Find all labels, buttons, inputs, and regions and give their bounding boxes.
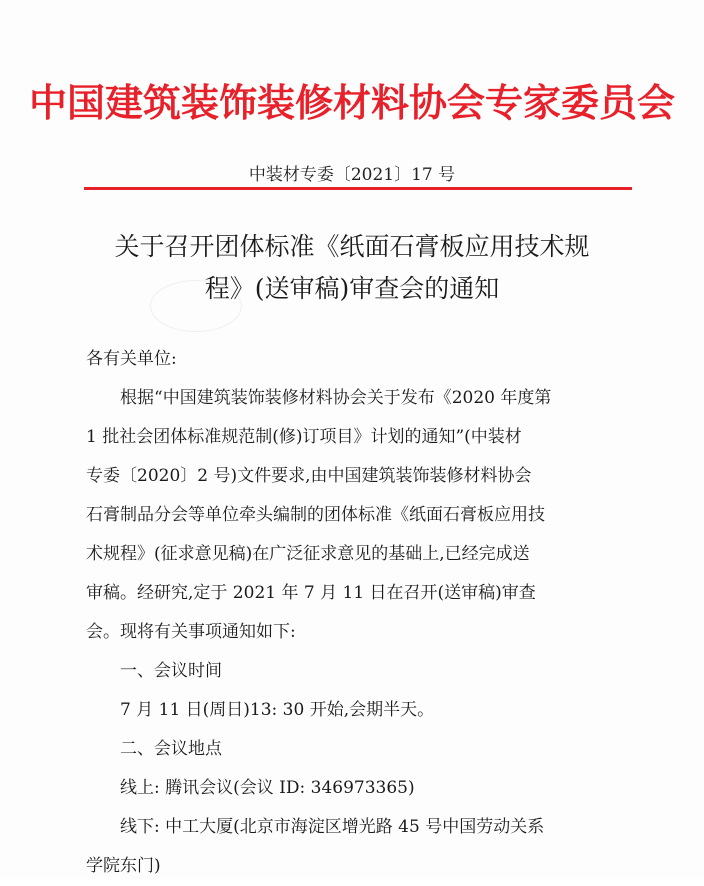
- body-paragraph-line: 1 批社会团体标准规范制(修)订项目》计划的通知”(中装材: [86, 427, 522, 447]
- body-paragraph-line: 术规程》(征求意见稿)在广泛征求意见的基础上,已经完成送: [86, 544, 530, 564]
- red-divider-line: [84, 187, 632, 190]
- offline-location-continued: 学院东门): [86, 856, 161, 876]
- notice-title-line-1: 关于召开团体标准《纸面石膏板应用技术规: [114, 232, 590, 261]
- body-paragraph-line: 石膏制品分会等单位牵头编制的团体标准《纸面石膏板应用技: [86, 505, 545, 525]
- notice-title-line-2: 程》(送审稿)审查会的通知: [204, 274, 500, 303]
- offline-location: 线下: 中工大厦(北京市海淀区增光路 45 号中国劳动关系: [120, 817, 545, 837]
- body-paragraph-line: 会。现将有关事项通知如下:: [86, 622, 296, 642]
- notice-body: [86, 340, 616, 886]
- section-heading-meeting-time: 一、会议时间: [120, 661, 222, 681]
- meeting-time-detail: 7 月 11 日(周日)13: 30 开始,会期半天。: [120, 700, 435, 720]
- body-paragraph-line: 审稿。经研究,定于 2021 年 7 月 11 日在召开(送审稿)审查: [86, 583, 536, 603]
- notice-title: [70, 226, 634, 310]
- body-paragraph-line: 根据“中国建筑装饰装修材料协会关于发布《2020 年度第: [120, 388, 552, 408]
- salutation: 各有关单位:: [86, 349, 177, 369]
- document-number: 中装材专委〔2021〕17 号: [248, 165, 456, 185]
- organization-header: 中国建筑装饰装修材料协会专家委员会: [28, 81, 675, 125]
- online-location: 线上: 腾讯会议(会议 ID: 346973365): [120, 778, 415, 798]
- section-heading-meeting-location: 二、会议地点: [120, 739, 222, 759]
- body-paragraph-line: 专委〔2020〕2 号)文件要求,由中国建筑装饰装修材料协会: [86, 466, 532, 486]
